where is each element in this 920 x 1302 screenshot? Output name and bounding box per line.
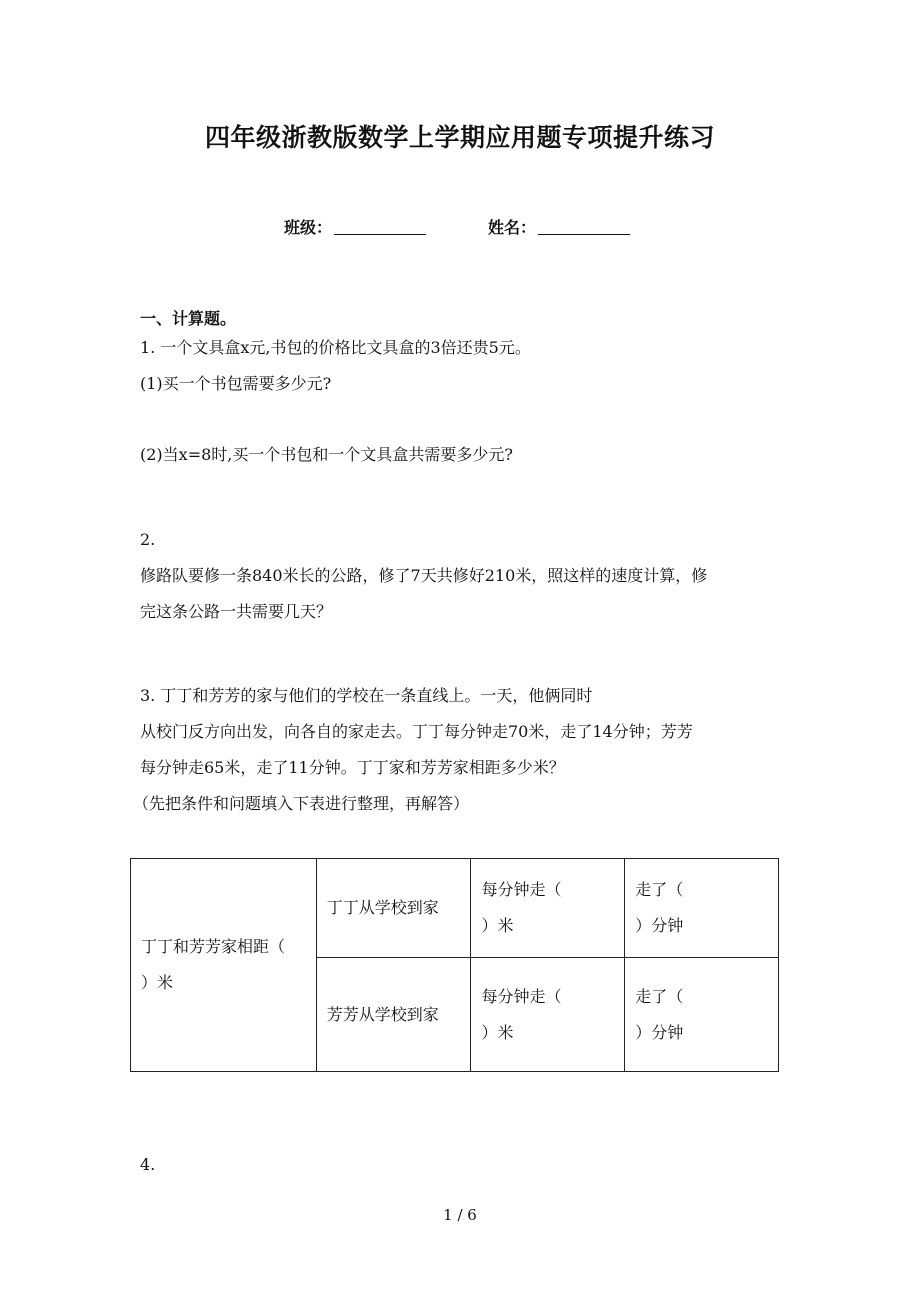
question-3-table (130, 858, 779, 1072)
question-4-number: 4. (140, 1155, 156, 1174)
class-label: 班级： (284, 218, 333, 237)
row-label: 丁丁从学校到家 (326, 898, 439, 917)
time-line-1: 走了（ (635, 986, 684, 1006)
name-blank[interactable] (538, 216, 630, 235)
name-field (488, 215, 630, 238)
row-label-cell (316, 859, 471, 958)
question-1-part-1: (1)买一个书包需要多少元? (140, 374, 332, 393)
time-cell (625, 958, 779, 1072)
question-3-line-2: 从校门反方向出发，向各自的家走去。丁丁每分钟走70米，走了14分钟；芳芳 (140, 722, 693, 741)
table-row (131, 859, 779, 958)
class-field (284, 215, 426, 238)
class-blank[interactable] (334, 216, 426, 235)
speed-line-1: 每分钟走（ (481, 880, 562, 899)
question-3-line-3: 每分钟走65米，走了11分钟。丁丁家和芳芳家相距多少米？ (140, 758, 565, 777)
question-3-note: （先把条件和问题填入下表进行整理，再解答） (133, 794, 470, 813)
section-heading: 一、计算题。 (140, 309, 237, 328)
row-label-cell (316, 958, 471, 1072)
question-3-line-1: 3. 丁丁和芳芳的家与他们的学校在一条直线上。一天，他俩同时 (140, 686, 593, 705)
speed-line-2: ）米 (481, 916, 514, 935)
name-label: 姓名： (488, 218, 537, 237)
time-line-2: ）分钟 (635, 916, 684, 935)
speed-cell (471, 859, 625, 958)
question-1-stem: 1. 一个文具盒x元,书包的价格比文具盒的3倍还贵5元。 (140, 338, 531, 357)
distance-cell (131, 859, 317, 1072)
time-cell (625, 859, 779, 958)
distance-line-1: 丁丁和芳芳家相距（ (141, 937, 286, 956)
page-number: 1 / 6 (443, 1206, 477, 1224)
question-2-number: 2. (140, 530, 156, 549)
speed-cell (471, 958, 625, 1072)
question-1-part-2: (2)当x=8时,买一个书包和一个文具盒共需要多少元? (140, 445, 513, 464)
question-2-line-1: 修路队要修一条840米长的公路，修了7天共修好210米，照这样的速度计算，修 (140, 566, 708, 585)
question-2-line-2: 完这条公路一共需要几天？ (140, 602, 333, 621)
time-line-1: 走了（ (635, 880, 684, 899)
row-label: 芳芳从学校到家 (326, 1004, 439, 1024)
page-title: 四年级浙教版数学上学期应用题专项提升练习 (204, 123, 715, 152)
speed-line-1: 每分钟走（ (481, 986, 562, 1006)
distance-line-2: ）米 (141, 973, 174, 992)
speed-line-2: ）米 (481, 1022, 514, 1042)
time-line-2: ）分钟 (635, 1022, 684, 1042)
